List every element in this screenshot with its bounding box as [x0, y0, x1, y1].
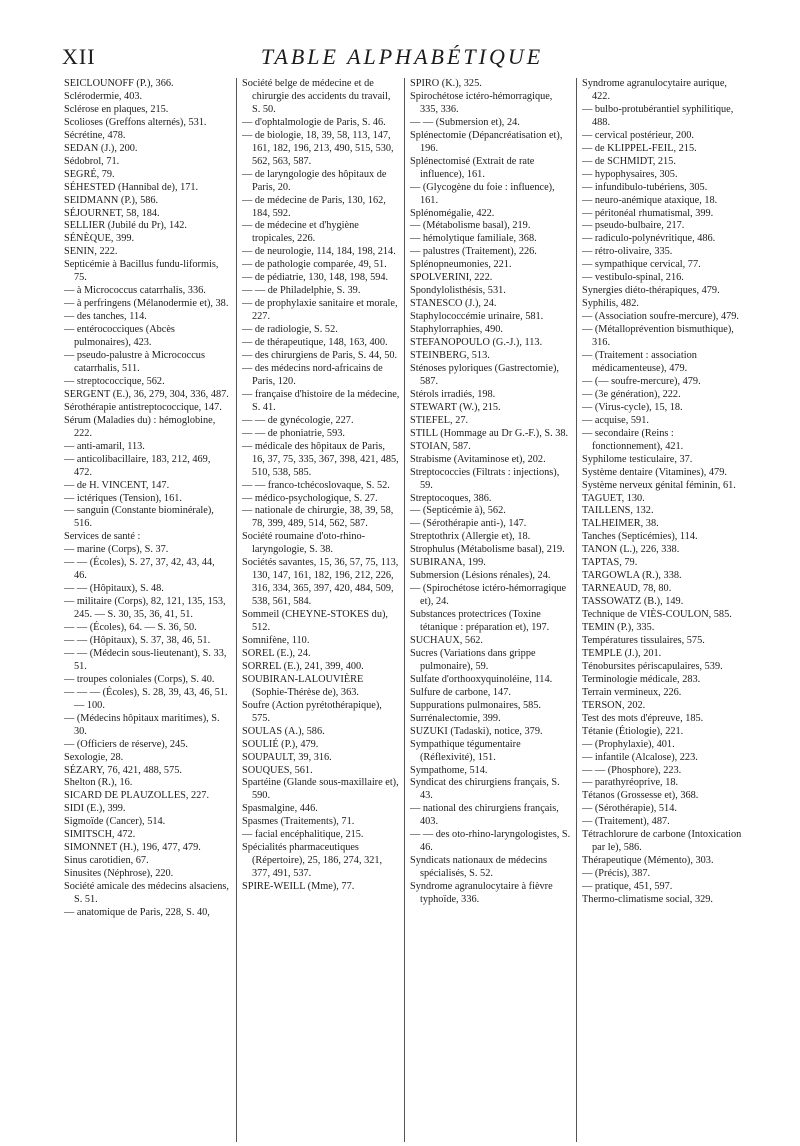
- index-entry: Spondylolisthésis, 531.: [410, 285, 506, 297]
- index-column-1: [64, 78, 230, 1140]
- index-entry: — — des oto-rhino-laryngologistes, S. 46.: [410, 829, 571, 854]
- index-entry: SUBIRANA, 199.: [410, 557, 486, 569]
- index-entry: — (Traitement), 487.: [582, 816, 670, 828]
- index-entry: SEICLOUNOFF (P.), 366.: [64, 78, 174, 89]
- index-entry: STIEFEL, 27.: [410, 414, 469, 426]
- index-entry: Syndicats nationaux de médecins spécialisés, S. 52.: [410, 855, 547, 880]
- index-entry: — des tanches, 114.: [64, 311, 147, 323]
- index-entry: SELLIER (Jubilé du Pr), 142.: [64, 220, 187, 232]
- index-entry: TARGOWLA (R.), 338.: [582, 570, 682, 582]
- index-entry: Spécialités pharmaceutiques (Répertoire), 25, 186, 274, 321, 377, 491, 537.: [242, 842, 383, 880]
- index-entry: — (Métabolisme basal), 219.: [410, 220, 531, 232]
- index-entry: — radiculo-polynévritique, 486.: [582, 233, 716, 245]
- index-entry: — (— soufre-mercure), 479.: [582, 375, 701, 387]
- index-entry: TAPTAS, 79.: [582, 557, 638, 569]
- index-entry: — de thérapeutique, 148, 163, 400.: [242, 337, 388, 349]
- index-entry: — — (Médecin sous-lieutenant), S. 33, 51.: [64, 647, 227, 672]
- index-entry: — militaire (Corps), 82, 121, 135, 153, 245. — S. 30, 35, 36, 41, 51.: [64, 596, 226, 621]
- index-entry: TAILLENS, 132.: [582, 505, 654, 517]
- index-entry: — — (Hôpitaux), S. 48.: [64, 583, 164, 595]
- index-entry: SPIRO (K.), 325.: [410, 78, 482, 89]
- index-entry: — palustres (Traitement), 226.: [410, 246, 537, 258]
- index-entry: Sérum (Maladies du) : hémoglobine, 222.: [64, 414, 216, 439]
- index-entry: SÉJOURNET, 58, 184.: [64, 207, 160, 219]
- index-entry: Système dentaire (Vitamines), 479.: [582, 466, 727, 478]
- index-entry: Staphylococcémie urinaire, 581.: [410, 311, 544, 323]
- index-entry: Streptothrix (Allergie et), 18.: [410, 531, 531, 543]
- index-entry: Système nerveux génital féminin, 61.: [582, 479, 736, 491]
- index-entry: — acquise, 591.: [582, 414, 649, 426]
- index-entry: SIMONNET (H.), 196, 477, 479.: [64, 842, 201, 854]
- index-entry: — (Association soufre-mercure), 479.: [582, 311, 739, 323]
- index-entry: Société amicale des médecins alsaciens, S. 51.: [64, 881, 229, 906]
- index-entry: Submersion (Lésions rénales), 24.: [410, 570, 551, 582]
- index-entry: SICARD DE PLAUZOLLES, 227.: [64, 790, 210, 802]
- index-entry: — — (Écoles), S. 27, 37, 42, 43, 44, 46.: [64, 557, 215, 582]
- index-entry: — anti-amaril, 113.: [64, 440, 145, 452]
- index-entry: STOIAN, 587.: [410, 440, 471, 452]
- index-entry: Stérols irradiés, 198.: [410, 388, 496, 400]
- index-entry: Syndrome agranulocytaire à fièvre typhoïde, 336.: [410, 881, 553, 906]
- page-title: TABLE ALPHABÉTIQUE: [260, 44, 544, 69]
- index-entry: SIDI (E.), 399.: [64, 803, 126, 815]
- index-entry: SEGRÉ, 79.: [64, 168, 115, 180]
- index-entry: — des médecins nord-africains de Paris, 120.: [242, 362, 383, 387]
- index-entry: — infantile (Alcalose), 223.: [582, 751, 698, 763]
- index-entry: Sympathique tégumentaire (Réflexivité), 151.: [410, 738, 521, 763]
- index-entry: Société roumaine d'oto-rhino-laryngologie, S. 38.: [242, 531, 366, 556]
- index-entry: — — (Phosphore), 223.: [582, 764, 682, 776]
- index-entry: — vestibulo-spinal, 216.: [582, 272, 684, 284]
- index-entry: SEIDMANN (P.), 586.: [64, 194, 159, 206]
- index-entry: — — (Submersion et), 24.: [410, 116, 520, 128]
- page-number: XII: [62, 44, 96, 69]
- index-entry: Tétanie (Étiologie), 221.: [582, 725, 684, 737]
- index-entry: — à Micrococcus catarrhalis, 336.: [64, 285, 206, 297]
- index-entry: Splénectomisé (Extrait de rate influence), 161.: [410, 155, 535, 180]
- index-entry: TASSOWATZ (B.), 149.: [582, 596, 684, 608]
- index-entry: Strophulus (Métabolisme basal), 219.: [410, 544, 565, 556]
- index-entry: STILL (Hommage au Dr G.-F.), S. 38.: [410, 427, 569, 439]
- index-entry: TANON (L.), 226, 338.: [582, 544, 680, 556]
- index-entry: — — (Écoles), 64. — S. 36, 50.: [64, 622, 197, 634]
- index-entry: — neuro-anémique ataxique, 18.: [582, 194, 718, 206]
- index-entry: Synergies diéto-thérapiques, 479.: [582, 285, 720, 297]
- index-entry: — d'ophtalmologie de Paris, S. 46.: [242, 116, 386, 128]
- index-entry: SOUBIRAN-LALOUVIÈRE (Sophie-Thérèse de), 363.: [242, 673, 364, 698]
- index-entry: Streptococcies (Filtrats : injections), 59.: [410, 466, 560, 491]
- index-entry: SOUQUES, 561.: [242, 764, 313, 776]
- index-entry: — (Sérothérapie), 514.: [582, 803, 677, 815]
- index-entry: — streptococcique, 562.: [64, 375, 165, 387]
- index-entry: Spartéine (Glande sous-maxillaire et), 590.: [242, 777, 399, 802]
- index-entry: — de laryngologie des hôpitaux de Paris, 20.: [242, 168, 387, 193]
- index-entry: Somnifène, 110.: [242, 634, 310, 646]
- index-entry: — (Médecins hôpitaux maritimes), S. 30.: [64, 712, 220, 737]
- index-entry: Suppurations pulmonaires, 585.: [410, 699, 541, 711]
- index-entry: SIMITSCH, 472.: [64, 829, 136, 841]
- index-entry: Sclérodermie, 403.: [64, 90, 143, 102]
- index-entry: Sérothérapie antistreptococcique, 147.: [64, 401, 222, 413]
- index-entry: SEDAN (J.), 200.: [64, 142, 138, 154]
- index-entry: Splénectomie (Dépancréatisation et), 196.: [410, 129, 563, 154]
- index-entry: SUZUKI (Tadaski), notice, 379.: [410, 725, 543, 737]
- index-entry: SOULAS (A.), 586.: [242, 725, 325, 737]
- index-entry: SÉNÈQUE, 399.: [64, 233, 135, 245]
- index-entry: Tanches (Septicémies), 114.: [582, 531, 698, 543]
- index-entry: — national des chirurgiens français, 403.: [410, 803, 559, 828]
- index-entry: Test des mots d'épreuve, 185.: [582, 712, 704, 724]
- index-entry: Syndicat des chirurgiens français, S. 43.: [410, 777, 560, 802]
- index-entry: — secondaire (Reins : fonctionnement), 421.: [582, 427, 684, 452]
- index-entry: — anticolibacillaire, 183, 212, 469, 472.: [64, 453, 211, 478]
- index-entry: SOREL (E.), 24.: [242, 647, 311, 659]
- index-entry: — de pédiatrie, 130, 148, 198, 594.: [242, 272, 389, 284]
- index-entry: — de prophylaxie sanitaire et morale, 227.: [242, 298, 398, 323]
- index-entry: — française d'histoire de la médecine, S. 41.: [242, 388, 400, 413]
- index-entry: Terminologie médicale, 283.: [582, 673, 701, 685]
- index-entry: Substances protectrices (Toxine tétanique : préparation et), 197.: [410, 609, 550, 634]
- index-entry: — médicale des hôpitaux de Paris, 16, 37, 75, 335, 367, 398, 421, 485, 510, 538, 585.: [242, 440, 399, 478]
- index-entry: — — (Hôpitaux), S. 37, 38, 46, 51.: [64, 634, 211, 646]
- index-entry: — troupes coloniales (Corps), S. 40.: [64, 673, 215, 685]
- index-entry: — (Spirochétose ictéro-hémorragique et), 24.: [410, 583, 567, 608]
- index-entry: Syndrome agranulocytaire aurique, 422.: [582, 78, 727, 102]
- index-entry: Shelton (R.), 16.: [64, 777, 133, 789]
- index-entry: — de SCHMIDT, 215.: [582, 155, 676, 167]
- index-entry: Septicémie à Bacillus fundu-liformis, 75.: [64, 259, 219, 284]
- index-entry: SOULIÉ (P.), 479.: [242, 738, 319, 750]
- index-entry: Sclérose en plaques, 215.: [64, 103, 169, 115]
- index-entry: Tétanos (Grossesse et), 368.: [582, 790, 699, 802]
- index-entry: Spasmes (Traitements), 71.: [242, 816, 355, 828]
- index-entry: — de pathologie comparée, 49, 51.: [242, 259, 387, 271]
- index-entry: TAGUET, 130.: [582, 492, 645, 504]
- index-entry: — bulbo-protubérantiel syphilitique, 488.: [582, 103, 734, 128]
- index-entry: SOUPAULT, 39, 316.: [242, 751, 332, 763]
- index-entry: — rétro-olivaire, 335.: [582, 246, 673, 258]
- index-entry: Sommeil (CHEYNE-STOKES du), 512.: [242, 609, 388, 634]
- index-entry: TEMIN (P.), 335.: [582, 622, 655, 634]
- index-entry: — de H. VINCENT, 147.: [64, 479, 170, 491]
- index-entry: Staphylorraphies, 490.: [410, 324, 503, 336]
- index-entry: — infundibulo-tubériens, 305.: [582, 181, 708, 193]
- index-entry: — pratique, 451, 597.: [582, 881, 673, 893]
- index-entry: Spasmalgine, 446.: [242, 803, 318, 815]
- index-entry: Strabisme (Avitaminose et), 202.: [410, 453, 546, 465]
- index-entry: — sympathique cervical, 77.: [582, 259, 701, 271]
- index-entry: SUCHAUX, 562.: [410, 634, 483, 646]
- index-entry: Températures tissulaires, 575.: [582, 634, 705, 646]
- index-entry: Société belge de médecine et de chirurgie des accidents du travail, S. 50.: [242, 78, 391, 115]
- index-entry: — anatomique de Paris, 228, S. 40,: [64, 907, 210, 918]
- index-entry: Spirochétose ictéro-hémorragique, 335, 336.: [410, 90, 553, 115]
- index-entry: — (Septicémie à), 562.: [410, 505, 506, 517]
- index-entry: — entérococciques (Abcès pulmonaires), 423.: [64, 324, 175, 349]
- index-entry: Scolioses (Greffons alternés), 531.: [64, 116, 207, 128]
- index-entry: TALHEIMER, 38.: [582, 518, 659, 530]
- index-entry: — hémolytique familiale, 368.: [410, 233, 537, 245]
- index-entry: Tétrachlorure de carbone (Intoxication par le), 586.: [582, 829, 742, 854]
- index-entry: Soufre (Action pyrétothérapique), 575.: [242, 699, 382, 724]
- index-entry: Sexologie, 28.: [64, 751, 124, 763]
- column-divider: [404, 78, 405, 1142]
- index-entry: — hypophysaires, 305.: [582, 168, 678, 180]
- index-entry: — — de phoniatrie, 593.: [242, 427, 345, 439]
- index-entry: Splénomégalie, 422.: [410, 207, 495, 219]
- index-entry: Sociétés savantes, 15, 36, 57, 75, 113, 130, 147, 161, 182, 196, 212, 226, 316, 334, 365, 397, 420, 484, 509, 538, 561, 584.: [242, 557, 399, 608]
- column-divider: [236, 78, 237, 1142]
- index-entry: — de médecine de Paris, 130, 162, 184, 592.: [242, 194, 386, 219]
- index-entry: — (Virus-cycle), 15, 18.: [582, 401, 683, 413]
- index-entry: TARNEAUD, 78, 80.: [582, 583, 672, 595]
- index-entry: — — de gynécologie, 227.: [242, 414, 354, 426]
- page-header: [62, 44, 742, 74]
- index-entry: — de médecine et d'hygiène tropicales, 226.: [242, 220, 359, 245]
- index-entry: — pseudo-bulbaire, 217.: [582, 220, 685, 232]
- index-entry: — (Officiers de réserve), 245.: [64, 738, 188, 750]
- index-entry: Syphilome testiculaire, 37.: [582, 453, 693, 465]
- index-entry: — des chirurgiens de Paris, S. 44, 50.: [242, 350, 398, 362]
- index-entry: Thermo-climatisme social, 329.: [582, 894, 713, 906]
- index-entry: Services de santé :: [64, 531, 141, 543]
- index-entry: Sulfure de carbone, 147.: [410, 686, 511, 698]
- index-entry: Sigmoïde (Cancer), 514.: [64, 816, 166, 828]
- index-entry: — — — (Écoles), S. 28, 39, 43, 46, 51. — 100.: [64, 686, 228, 711]
- index-entry: Streptocoques, 386.: [410, 492, 492, 504]
- index-entry: Sinus carotidien, 67.: [64, 855, 149, 867]
- index-entry: — (Métalloprévention bismuthique), 316.: [582, 324, 734, 349]
- index-entry: — — franco-tchécoslovaque, S. 52.: [242, 479, 390, 491]
- index-entry: — (Précis), 387.: [582, 868, 651, 880]
- index-entry: — (Sérothérapie anti-), 147.: [410, 518, 527, 530]
- index-entry: Sécrétine, 478.: [64, 129, 126, 141]
- index-entry: SENIN, 222.: [64, 246, 118, 258]
- index-entry: — médico-psychologique, S. 27.: [242, 492, 378, 504]
- column-divider: [576, 78, 577, 1142]
- index-entry: — marine (Corps), S. 37.: [64, 544, 169, 556]
- index-entry: — cervical postérieur, 200.: [582, 129, 694, 141]
- index-entry: Sympathome, 514.: [410, 764, 488, 776]
- index-entry: Sinusites (Néphrose), 220.: [64, 868, 174, 880]
- index-entry: — sanguin (Constante biominérale), 516.: [64, 505, 214, 530]
- index-entry: TEMPLE (J.), 201.: [582, 647, 662, 659]
- index-entry: TERSON, 202.: [582, 699, 646, 711]
- index-entry: — de radiologie, S. 52.: [242, 324, 338, 336]
- index-entry: — parathyréoprive, 18.: [582, 777, 679, 789]
- index-entry: SORREL (E.), 241, 399, 400.: [242, 660, 364, 672]
- index-entry: STEINBERG, 513.: [410, 350, 490, 362]
- index-entry: Splénopneumonies, 221.: [410, 259, 512, 271]
- index-entry: — à perfringens (Mélanodermie et), 38.: [64, 298, 229, 310]
- index-entry: — facial encéphalitique, 215.: [242, 829, 364, 841]
- index-entry: — (3e génération), 222.: [582, 388, 681, 400]
- index-entry: — pseudo-palustre à Micrococcus catarrhalis, 511.: [64, 350, 205, 374]
- index-entry: Technique de VIÈS-COULON, 585.: [582, 609, 732, 621]
- index-entry: Thérapeutique (Mémento), 303.: [582, 855, 714, 867]
- index-entry: — nationale de chirurgie, 38, 39, 58, 78, 399, 489, 514, 562, 587.: [242, 505, 394, 530]
- index-entry: Sténoses pyloriques (Gastrectomie), 587.: [410, 362, 559, 387]
- index-column-4: [582, 78, 742, 1140]
- index-entry: STEFANOPOULO (G.-J.), 113.: [410, 337, 543, 349]
- index-entry: — — de Philadelphie, S. 39.: [242, 285, 361, 297]
- index-entry: — (Traitement : association médicamenteuse), 479.: [582, 350, 697, 374]
- index-entry: Sulfate d'orthooxyquinoléine, 114.: [410, 673, 553, 685]
- index-entry: — de neurologie, 114, 184, 198, 214.: [242, 246, 396, 258]
- index-entry: STANESCO (J.), 24.: [410, 298, 497, 310]
- index-entry: Sédobrol, 71.: [64, 155, 120, 167]
- index-entry: Sucres (Variations dans grippe pulmonaire), 59.: [410, 647, 536, 672]
- index-entry: Ténobursites périscapulaires, 539.: [582, 660, 723, 672]
- index-entry: SÉZARY, 76, 421, 488, 575.: [64, 764, 182, 776]
- index-column-3: [410, 78, 572, 1140]
- index-entry: — (Prophylaxie), 401.: [582, 738, 675, 750]
- index-column-2: [242, 78, 400, 1140]
- index-entry: SPOLVERINI, 222.: [410, 272, 493, 284]
- index-entry: — (Glycogène du foie : influence), 161.: [410, 181, 555, 206]
- index-entry: STEWART (W.), 215.: [410, 401, 501, 413]
- index-entry: Surrénalectomie, 399.: [410, 712, 501, 724]
- index-entry: — ictériques (Tension), 161.: [64, 492, 182, 504]
- index-entry: SÉHESTED (Hannibal de), 171.: [64, 181, 199, 193]
- index-entry: SERGENT (E.), 36, 279, 304, 336, 487.: [64, 388, 229, 400]
- index-entry: Terrain vermineux, 226.: [582, 686, 682, 698]
- index-entry: Syphilis, 482.: [582, 298, 639, 310]
- index-entry: — de biologie, 18, 39, 58, 113, 147, 161, 182, 196, 213, 490, 515, 530, 562, 563, 587.: [242, 129, 394, 167]
- index-entry: — péritonéal rhumatismal, 399.: [582, 207, 714, 219]
- index-entry: — de KLIPPEL-FEIL, 215.: [582, 142, 697, 154]
- index-entry: SPIRE-WEILL (Mme), 77.: [242, 881, 355, 893]
